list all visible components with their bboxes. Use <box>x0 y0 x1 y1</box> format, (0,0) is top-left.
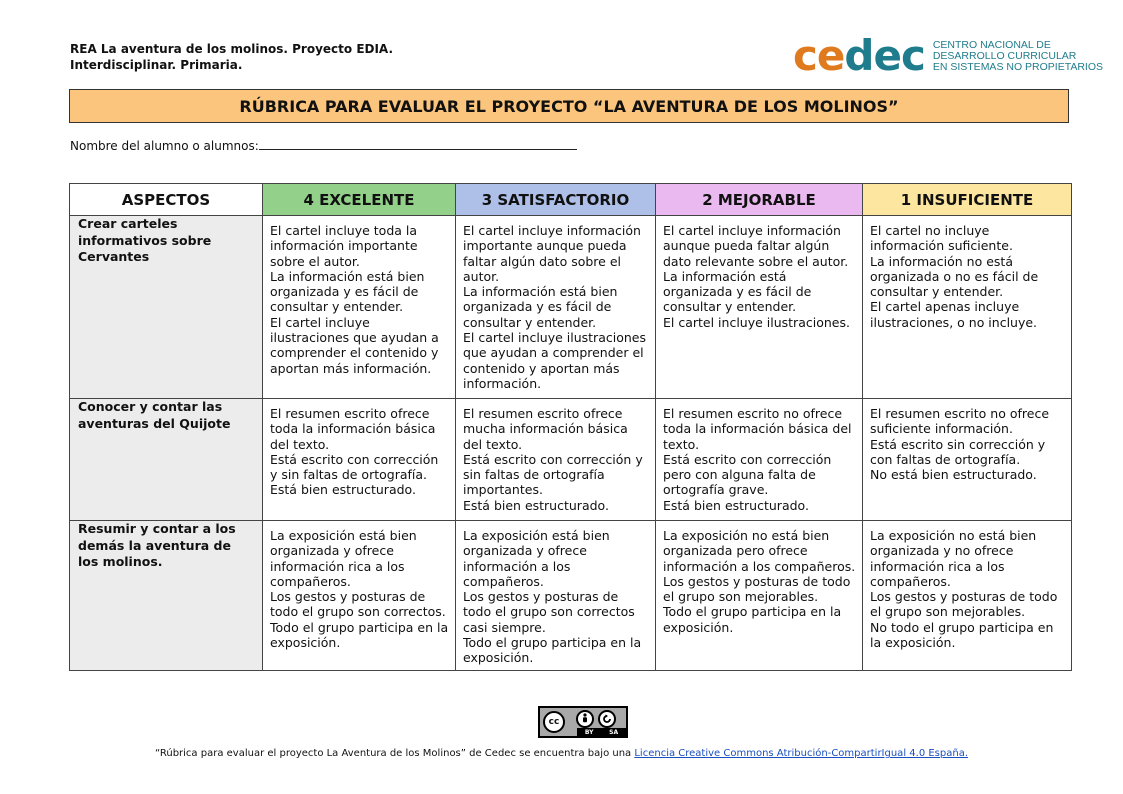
cedec-logo-word: cedec <box>793 31 925 80</box>
header-line-2: Interdisciplinar. Primaria. <box>70 58 243 72</box>
header-mejorable: 2 MEJORABLE <box>656 184 863 216</box>
table-row <box>70 399 1072 521</box>
cc-icon: cc <box>543 711 565 733</box>
table-row <box>70 521 1072 671</box>
header-excelente: 4 EXCELENTE <box>263 184 456 216</box>
license-footer <box>0 748 1123 759</box>
criteria-cell: La exposición está bien organizada y ofrece información a los compañeros. Los gestos y posturas de todo el grupo son correctos casi siempre. Todo el grupo participa en la exposición. <box>456 521 656 671</box>
header-line-1: REA La aventura de los molinos. Proyecto EDIA. <box>70 42 394 56</box>
page-title: RÚBRICA PARA EVALUAR EL PROYECTO “LA AVENTURA DE LOS MOLINOS” <box>69 89 1069 123</box>
header-satisfactorio: 3 SATISFACTORIO <box>456 184 656 216</box>
table-header-row <box>70 184 1072 216</box>
student-name-blank[interactable] <box>259 137 577 150</box>
criteria-cell: La exposición está bien organizada y ofrece información rica a los compañeros. Los gestos y posturas de todo el grupo son correctos. Todo el grupo participa en la exposición. <box>263 521 456 671</box>
document-header <box>70 41 393 73</box>
cc-license-badge[interactable] <box>538 706 628 738</box>
aspect-cell: Resumir y contar a los demás la aventura de los molinos. <box>70 521 263 671</box>
criteria-cell: La exposición no está bien organizada y no ofrece información rica a los compañeros. Los gestos y posturas de todo el grupo son mejorables. No todo el grupo participa en la exposición. <box>863 521 1072 671</box>
cedec-logo-text: CENTRO NACIONAL DE DESARROLLO CURRICULAR EN SISTEMAS NO PROPIETARIOS <box>932 38 1104 73</box>
student-name-label: Nombre del alumno o alumnos: <box>70 139 259 153</box>
criteria-cell: El cartel incluye toda la información importante sobre el autor. La información está bien organizada y es fácil de consultar y entender. El cartel incluye ilustraciones que ayudan a comprender el contenido y aportan más información. <box>263 216 456 399</box>
student-name-line <box>70 137 577 153</box>
by-label: BY <box>584 728 594 736</box>
criteria-cell: La exposición no está bien organizada pero ofrece información a los compañeros. Los gestos y posturas de todo el grupo son mejorables. Todo el grupo participa en la exposición. <box>656 521 863 671</box>
aspect-cell: Crear carteles informativos sobre Cervantes <box>70 216 263 399</box>
share-alike-icon <box>598 710 616 728</box>
sa-label: SA <box>609 728 619 736</box>
criteria-cell: El cartel no incluye información suficiente. La información no está organizada o no es fácil de consultar y entender. El cartel apenas incluye ilustraciones, o no incluye. <box>863 216 1072 399</box>
criteria-cell: El resumen escrito no ofrece suficiente información. Está escrito sin corrección y con faltas de ortografía. No está bien estructurado. <box>863 399 1072 521</box>
license-text: “Rúbrica para evaluar el proyecto La Aventura de los Molinos” de Cedec se encuentra bajo una <box>154 748 635 759</box>
cc-strip <box>577 728 626 736</box>
aspect-cell: Conocer y contar las aventuras del Quijote <box>70 399 263 521</box>
header-aspectos: ASPECTOS <box>70 184 263 216</box>
attribution-icon <box>576 710 594 728</box>
license-link[interactable]: Licencia Creative Commons Atribución-CompartirIgual 4.0 España. <box>634 748 969 759</box>
table-row <box>70 216 1072 399</box>
criteria-cell: El cartel incluye información importante aunque pueda faltar algún dato sobre el autor. La información está bien organizada y es fácil de consultar y entender. El cartel incluye ilustraciones que ayudan a comprender el contenido y aportan más información. <box>456 216 656 399</box>
criteria-cell: El resumen escrito ofrece mucha información básica del texto. Está escrito con corrección y sin faltas de ortografía importantes. Está bien estructurado. <box>456 399 656 521</box>
criteria-cell: El cartel incluye información aunque pueda faltar algún dato relevante sobre el autor. La información está organizada y es fácil de consultar y entender. El cartel incluye ilustraciones. <box>656 216 863 399</box>
criteria-cell: El resumen escrito no ofrece toda la información básica del texto. Está escrito con corrección pero con alguna falta de ortografía grave. Está bien estructurado. <box>656 399 863 521</box>
cedec-logo <box>793 31 1104 80</box>
rubric-table <box>69 183 1072 671</box>
criteria-cell: El resumen escrito ofrece toda la información básica del texto. Está escrito con corrección y sin faltas de ortografía. Está bien estructurado. <box>263 399 456 521</box>
header-insuficiente: 1 INSUFICIENTE <box>863 184 1072 216</box>
